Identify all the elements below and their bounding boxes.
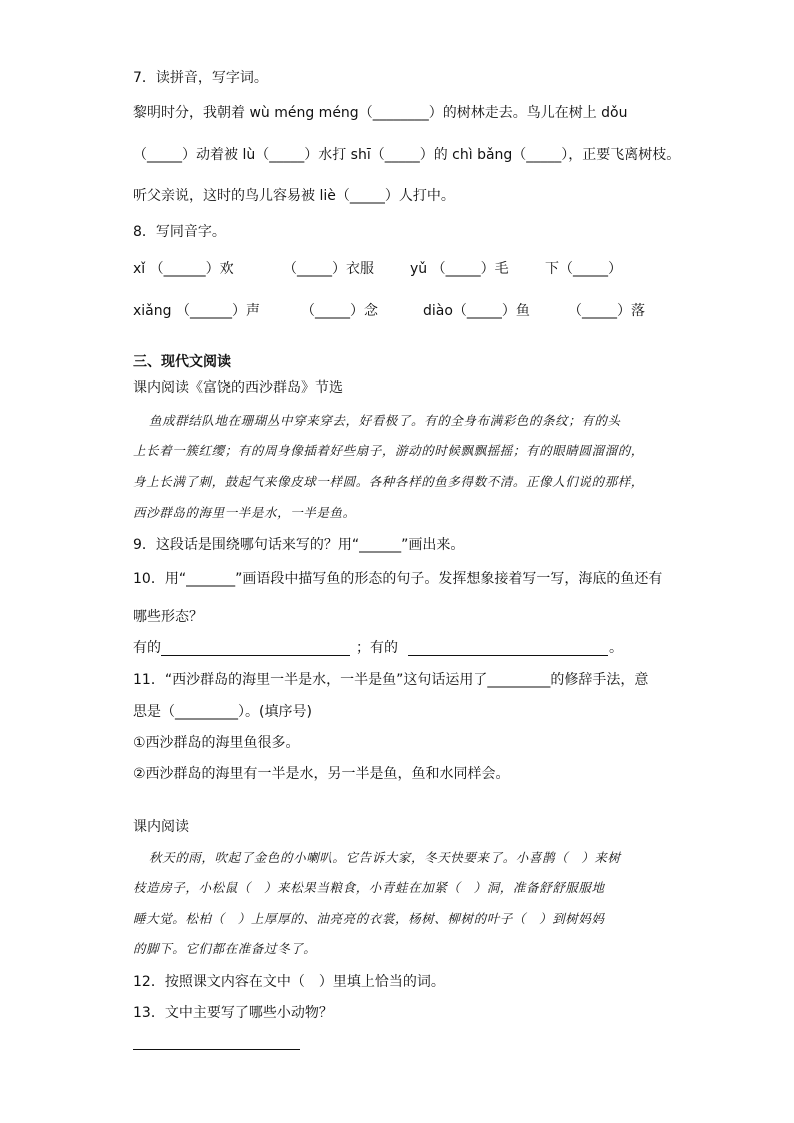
- q10-line-2: 哪些形态？: [133, 609, 203, 625]
- q9: 9．这段话是围绕哪句话来写的？用“______”画出来。: [133, 537, 465, 553]
- passage-2-line: 秋天的雨，吹起了金色的小喇叭。它告诉大家，冬天快要来了。小喜鹊（ ）来树: [149, 850, 621, 865]
- passage-1-line: 鱼成群结队地在珊瑚丛中穿来穿去，好看极了。有的全身布满彩色的条纹；有的头: [149, 413, 621, 428]
- q10-fill-label-a: 有的: [133, 640, 161, 656]
- q8-item: 下（_____）: [545, 261, 622, 277]
- q8-item: （_____）落: [568, 303, 645, 319]
- passage-2-line: 的脚下。它们都在准备过冬了。: [133, 941, 317, 956]
- q7-line-3: 听父亲说，这时的鸟儿容易被 liè（_____）人打中。: [133, 188, 455, 204]
- q13-answer-line[interactable]: [133, 1049, 300, 1050]
- passage-2-line: 睡大觉。松柏（ ）上厚厚的、油亮亮的衣裳，杨树、柳树的叶子（ ）到树妈妈: [133, 911, 605, 926]
- q7-title: 7．读拼音，写字词。: [133, 70, 268, 86]
- q10-fill-label-b: ；有的: [356, 640, 398, 656]
- q10-answer-line-a[interactable]: [161, 655, 350, 656]
- q8-title: 8．写同音字。: [133, 224, 226, 240]
- reading-1-title: 课内阅读《富饶的西沙群岛》节选: [133, 380, 343, 396]
- q7-line-1: 黎明时分，我朝着 wù méng méng（________）的树林走去。鸟儿在树上 dǒu: [133, 105, 628, 121]
- passage-1-line: 身上长满了刺，鼓起气来像皮球一样圆。各种各样的鱼多得数不清。正像人们说的那样，: [133, 474, 644, 489]
- q10-fill-end: 。: [609, 640, 623, 656]
- q10-line-1: 10．用“_______”画语段中描写鱼的形态的句子。发挥想象接着写一写，海底的鱼还有: [133, 571, 663, 587]
- q8-item: xiǎng （______）声: [133, 303, 260, 319]
- passage-1-line: 西沙群岛的海里一半是水，一半是鱼。: [133, 505, 356, 520]
- q11-line-2: 思是（_________）。(填序号): [133, 704, 312, 720]
- q8-item: diào（_____）鱼: [423, 303, 530, 319]
- q8-item: （_____）衣服: [283, 261, 374, 277]
- q8-item: yǔ （_____）毛: [410, 261, 509, 277]
- q12: 12．按照课文内容在文中（ ）里填上恰当的词。: [133, 974, 445, 990]
- q13: 13．文中主要写了哪些小动物？: [133, 1005, 333, 1021]
- reading-2-title: 课内阅读: [133, 819, 189, 835]
- q11-line-1: 11．“西沙群岛的海里一半是水，一半是鱼”这句话运用了_________的修辞手法，意: [133, 672, 649, 688]
- q8-item: （_____）念: [301, 303, 378, 319]
- passage-1-line: 上长着一簇红缨；有的周身像插着好些扇子，游动的时候飘飘摇摇；有的眼睛圆溜溜的，: [133, 443, 644, 458]
- q7-line-2: （_____）动着被 lù（_____）水打 shī（_____）的 chì bǎng（_____），正要飞离树枝。: [133, 147, 681, 163]
- passage-2-line: 枝造房子，小松鼠（ ）来松果当粮食，小青蛙在加紧（ ）洞，准备舒舒服服地: [133, 880, 605, 895]
- section-heading: 三、现代文阅读: [133, 354, 231, 370]
- q11-option-2: ②西沙群岛的海里有一半是水，另一半是鱼，鱼和水同样会。: [133, 766, 510, 782]
- q8-item: xǐ （______）欢: [133, 261, 234, 277]
- q11-option-1: ①西沙群岛的海里鱼很多。: [133, 735, 300, 751]
- q10-answer-line-b[interactable]: [408, 655, 608, 656]
